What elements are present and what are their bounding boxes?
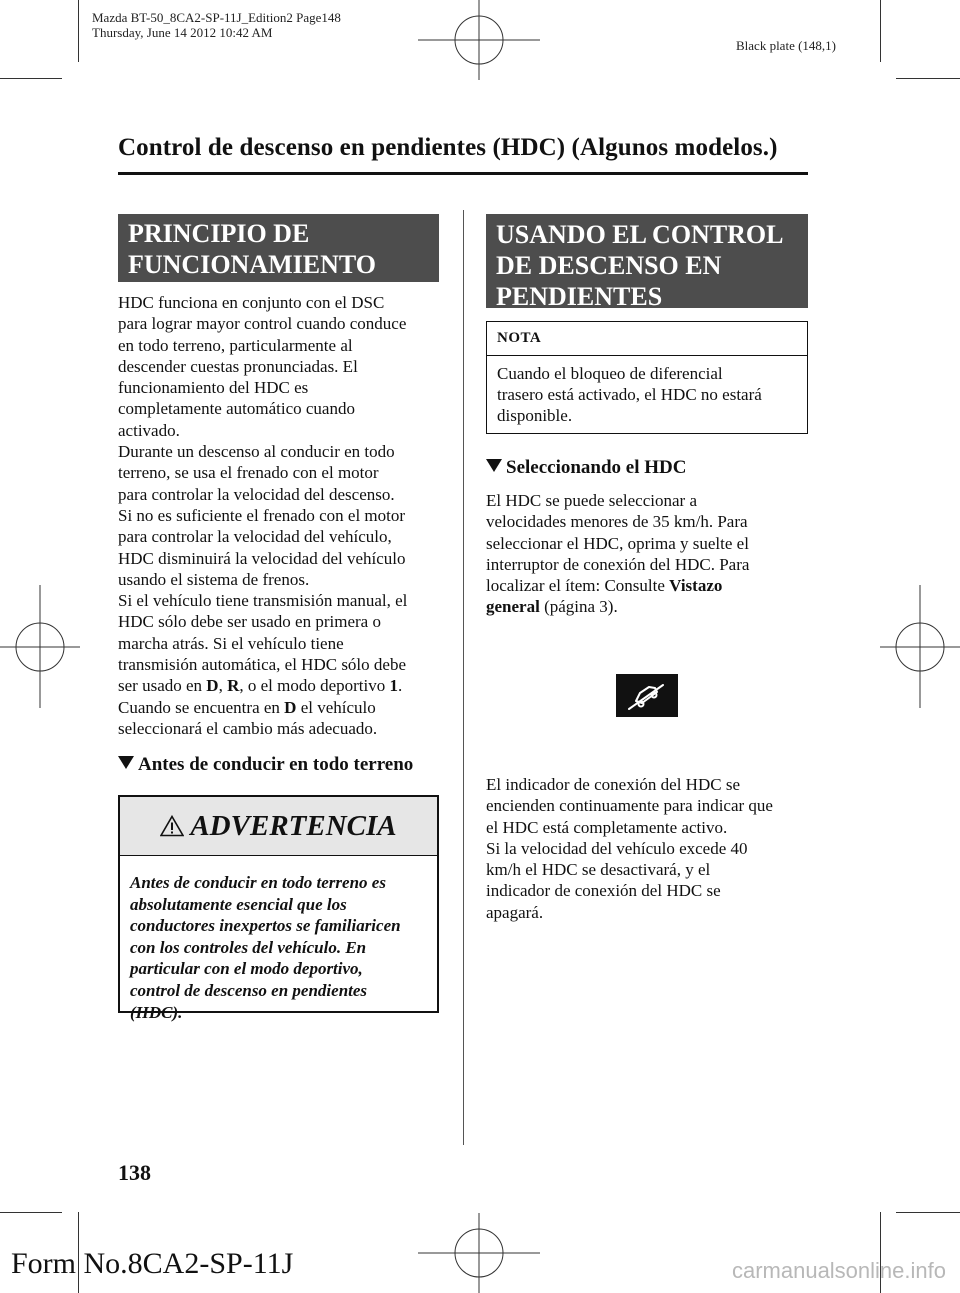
section-title-usando bbox=[486, 214, 808, 311]
warning-line: conductores inexpertos se familiaricen bbox=[130, 916, 401, 936]
text-line: Si la velocidad del vehículo excede 40 bbox=[486, 838, 748, 858]
warning-line: control de descenso en pendientes bbox=[130, 980, 368, 1000]
text-line: para controlar la velocidad del vehículo, bbox=[118, 527, 392, 547]
text-line: HDC sólo debe ser usado en primera o bbox=[118, 612, 381, 632]
text-line: transmisión automática, el HDC sólo debe bbox=[118, 655, 406, 675]
hdc-switch-graphic bbox=[616, 674, 678, 717]
text-line: el HDC está completamente activo. bbox=[486, 817, 728, 837]
principio-paragraph bbox=[118, 292, 448, 739]
reference-link: Vistazo bbox=[669, 576, 723, 596]
note-title: NOTA bbox=[487, 322, 807, 356]
text-line: marcha atrás. Si el vehículo tiene bbox=[118, 633, 344, 653]
text-line: para lograr mayor control cuando conduce bbox=[118, 314, 407, 334]
note-line: disponible. bbox=[497, 406, 573, 425]
title-rule bbox=[118, 172, 808, 175]
plate-label: Black plate (148,1) bbox=[736, 38, 836, 53]
text-line: Si el vehículo tiene transmisión manual, el bbox=[118, 591, 408, 611]
warning-header bbox=[120, 797, 437, 856]
text-run: localizar el ítem: Consulte bbox=[486, 576, 670, 596]
subheading-antes bbox=[118, 754, 413, 776]
warning-line: con los controles del vehículo. En bbox=[130, 937, 367, 957]
page-title: Control de descenso en pendientes (HDC) (Algunos modelos.) bbox=[118, 134, 778, 161]
warning-line: absolutamente esencial que los bbox=[130, 894, 347, 914]
page-number: 138 bbox=[118, 1160, 151, 1185]
text-line: completamente automático cuando bbox=[118, 399, 355, 419]
text-line: seleccionará el cambio más adecuado. bbox=[118, 718, 378, 738]
text-line: apagará. bbox=[486, 902, 544, 922]
warning-line: particular con el modo deportivo, bbox=[130, 959, 363, 979]
warning-triangle-icon bbox=[160, 815, 184, 837]
watermark: carmanualsonline.info bbox=[731, 1258, 946, 1283]
text-line: El HDC se puede seleccionar a bbox=[486, 491, 697, 510]
warning-title: ADVERTENCIA bbox=[190, 809, 397, 842]
text-line: descender cuestas pronunciadas. El bbox=[118, 356, 358, 376]
text-line: interruptor de conexión del HDC. Para bbox=[486, 554, 750, 574]
text-run: Cuando se encuentra en bbox=[118, 697, 285, 717]
text-line-drive bbox=[118, 697, 448, 718]
note-box bbox=[486, 321, 808, 434]
text-line: velocidades menores de 35 km/h. Para bbox=[486, 512, 748, 532]
text-run: el vehículo bbox=[296, 697, 376, 717]
indicador-paragraph bbox=[486, 774, 816, 923]
form-number: Form No.8CA2-SP-11J bbox=[11, 1247, 294, 1280]
section-title-line: PRINCIPIO DE bbox=[128, 219, 310, 248]
text-run: (página 3). bbox=[539, 597, 618, 617]
note-line: Cuando el bloqueo de diferencial bbox=[497, 364, 723, 383]
subheading-seleccionando bbox=[486, 457, 687, 479]
triangle-down-icon bbox=[486, 459, 502, 472]
text-line: funcionamiento del HDC es bbox=[118, 378, 309, 398]
text-line: para controlar la velocidad del descenso. bbox=[118, 484, 395, 504]
section-title-principio bbox=[118, 214, 439, 282]
section-title-line: DE DESCENSO EN bbox=[496, 251, 722, 280]
text-line: indicador de conexión del HDC se bbox=[486, 881, 721, 901]
warning-box bbox=[118, 795, 439, 1022]
gear-d: D bbox=[206, 676, 219, 696]
reference-link: general bbox=[486, 597, 540, 617]
subheading-text: Antes de conducir en todo terreno bbox=[138, 754, 414, 775]
text-line: Si no es suficiente el frenado con el motor bbox=[118, 505, 406, 525]
section-title-line: FUNCIONAMIENTO bbox=[128, 250, 376, 279]
text-line: terreno, se usa el frenado con el motor bbox=[118, 463, 379, 483]
note-line: trasero está activado, el HDC no estará bbox=[497, 385, 762, 404]
text-line: HDC funciona en conjunto con el DSC bbox=[118, 293, 385, 312]
text-run: . bbox=[398, 676, 403, 696]
text-line: encienden continuamente para indicar que bbox=[486, 796, 773, 816]
seleccionando-paragraph bbox=[486, 490, 816, 618]
text-line-reference bbox=[486, 575, 816, 596]
text-line-reference bbox=[486, 596, 816, 617]
gear-r: R bbox=[227, 676, 240, 696]
text-line: activado. bbox=[118, 420, 180, 440]
text-line: Durante un descenso al conducir en todo bbox=[118, 442, 395, 462]
section-title-line: PENDIENTES bbox=[496, 282, 663, 311]
text-line: El indicador de conexión del HDC se bbox=[486, 775, 740, 794]
note-body bbox=[487, 356, 807, 433]
text-line: en todo terreno, particularmente al bbox=[118, 335, 353, 355]
file-info-line1: Mazda BT-50_8CA2-SP-11J_Edition2 Page148 bbox=[92, 10, 341, 25]
text-run: ser usado en bbox=[118, 676, 207, 696]
text-line: km/h el HDC se desactivará, y el bbox=[486, 860, 711, 880]
warning-line: (HDC). bbox=[130, 1002, 183, 1022]
subheading-text: Seleccionando el HDC bbox=[506, 457, 687, 478]
text-line: seleccionar el HDC, oprima y suelte el bbox=[486, 533, 749, 553]
text-line: usando el sistema de frenos. bbox=[118, 569, 310, 589]
text-run: , bbox=[218, 676, 228, 696]
triangle-down-icon bbox=[118, 756, 134, 769]
hdc-switch-icon bbox=[616, 674, 678, 717]
file-info bbox=[92, 10, 341, 40]
gear-1: 1 bbox=[389, 676, 398, 696]
gear-d: D bbox=[284, 697, 297, 717]
warning-line: Antes de conducir en todo terreno es bbox=[130, 873, 386, 892]
file-info-line2: Thursday, June 14 2012 10:42 AM bbox=[92, 25, 273, 40]
text-run: , o el modo deportivo bbox=[239, 676, 390, 696]
warning-body bbox=[120, 856, 437, 1033]
column-divider bbox=[463, 210, 464, 1145]
section-title-line: USANDO EL CONTROL bbox=[496, 220, 784, 249]
text-line: HDC disminuirá la velocidad del vehículo bbox=[118, 548, 406, 568]
text-line-gears bbox=[118, 675, 448, 696]
